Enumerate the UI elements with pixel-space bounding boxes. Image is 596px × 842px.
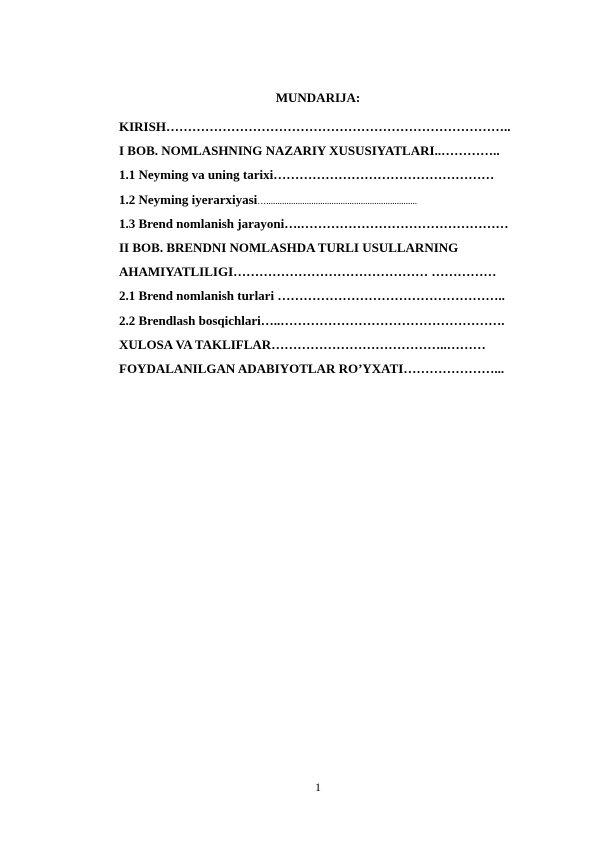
toc-entry-leader: ….………………………………………… — [284, 215, 509, 231]
toc-entry-chapter-2 — [119, 236, 544, 260]
toc-entry-leader: …………………………………..……… — [271, 336, 486, 352]
toc-entry-kirish — [119, 115, 544, 139]
toc-entry-text: II BOB. BRENDNI NOMLASHDA TURLI USULLARNING — [119, 239, 459, 255]
toc-entry-text: 1.3 Brend nomlanish jarayoni — [119, 215, 285, 231]
toc-entry-xulosa — [119, 333, 544, 357]
table-of-contents — [119, 115, 544, 381]
toc-entry-text: 2.2 Brendlash bosqichlari — [119, 312, 261, 328]
toc-entry-leader: ……………………………………… …………… — [233, 264, 497, 280]
toc-entry-text: AHAMIYATLILIGI — [119, 264, 234, 280]
toc-entry-leader: …………………………………………… — [273, 167, 495, 183]
toc-entry-text: 2.1 Brend nomlanish turlari — [119, 288, 278, 304]
toc-entry-text: I BOB. NOMLASHNING NAZARIY XUSUSIYATLARI — [119, 143, 435, 159]
toc-entry-leader: ..………….. — [434, 143, 500, 159]
toc-entry-2-2 — [119, 309, 544, 333]
toc-entry-leader: …................................................................... — [257, 195, 418, 206]
toc-entry-2-1 — [119, 284, 544, 308]
toc-entry-text: XULOSA VA TAKLIFLAR — [119, 336, 272, 352]
toc-entry-leader: …………………………………………………………………….. — [165, 119, 511, 134]
toc-entry-leader: …..……………………………………………. — [260, 312, 505, 328]
toc-entry-text: 1.1 Neyming va uning tarixi — [119, 167, 274, 183]
toc-entry-adabiyotlar — [119, 357, 544, 381]
toc-entry-leader: …………………………………………….. — [277, 288, 505, 304]
toc-entry-leader: …………………... — [403, 360, 505, 376]
page-title: MUNDARIJA: — [275, 90, 361, 105]
toc-entry-chapter-1 — [119, 139, 544, 163]
toc-entry-text: 1.2 Neyming iyerarxiyasi — [119, 191, 258, 207]
toc-entry-chapter-2-cont — [119, 260, 544, 284]
page-number: 1 — [315, 780, 321, 794]
toc-entry-text: KIRISH — [119, 119, 166, 134]
toc-entry-1-2 — [119, 188, 544, 212]
toc-entry-1-3 — [119, 212, 544, 236]
toc-entry-text: FOYDALANILGAN ADABIYOTLAR RO’YXATI — [119, 360, 404, 376]
toc-entry-1-1 — [119, 163, 544, 187]
